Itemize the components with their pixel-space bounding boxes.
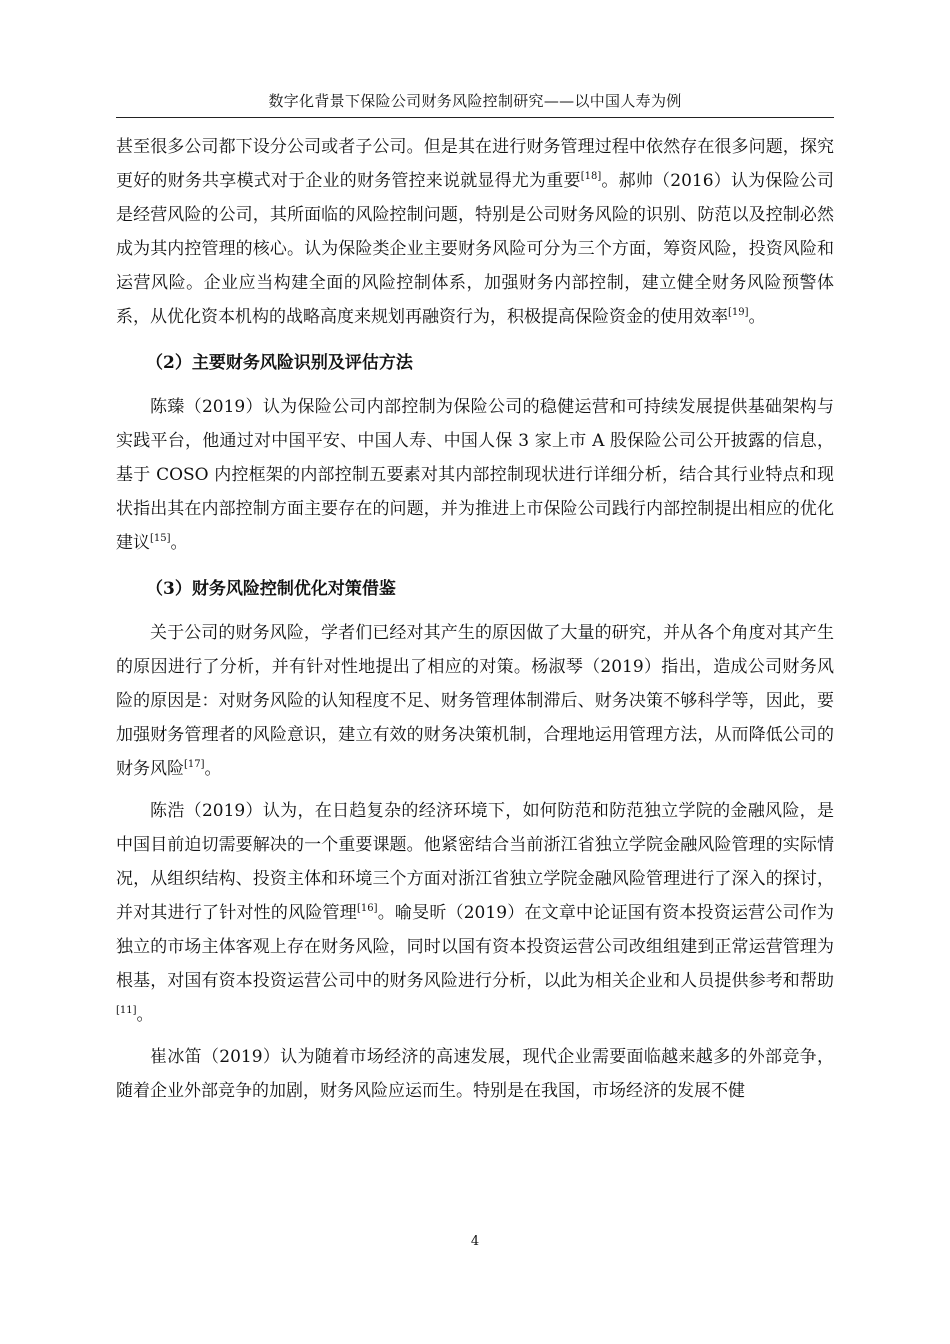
paragraph-5 [116,1040,834,1108]
body-content [116,130,834,1108]
section-heading-3: （3）财务风险控制优化对策借鉴 [146,579,396,599]
paragraph-3 [116,616,834,786]
citation: [15] [150,533,171,544]
section-heading-2: （2）主要财务风险识别及评估方法 [146,353,413,373]
paragraph-text: 关于公司的财务风险，学者们已经对其产生的原因做了大量的研究，并从各个角度对其产生的原因进行了分析，并有针对性地提出了相应的对策。杨淑琴（2019）指出，造成公司财务风险的原因是：对财务风险的认知程度不足、财务管理体制滞后、财务决策不够科学等，因此，要加强财务管理者的风险意识，建立有效的财务决策机制，合理地运用管理方法，从而降低公司的财务风险 [116,623,834,779]
paragraph-text: 甚至很多公司都下设分公司或者子公司。但是其在进行财务管理过程中依然存在很多问题，探究更好的财务共享模式对于企业的财务管控来说就显得尤为重要 [116,137,834,191]
citation: [17] [184,759,205,770]
paragraph-4 [116,794,834,1032]
citation: [18] [580,171,602,182]
paragraph-text: 陈浩（2019）认为，在日趋复杂的经济环境下，如何防范和防范独立学院的金融风险，是中国目前迫切需要解决的一个重要课题。他紧密结合当前浙江省独立学院金融风险管理的实际情况，从组织结构、投资主体和环境三个方面对浙江省独立学院金融风险管理进行了深入的探讨，并对其进行了针对性的风险管理 [116,801,834,923]
citation: [11] [116,1005,137,1016]
paragraph-text: 。郝帅（2016）认为保险公司是经营风险的公司，其所面临的风险控制问题，特别是公司财务风险的识别、防范以及控制必然成为其内控管理的核心。认为保险类企业主要财务风险可分为三个方面，筹资风险，投资风险和运营风险。企业应当构建全面的风险控制体系，加强财务内部控制，建立健全财务风险预警体系，从优化资本机构的战略高度来规划再融资行为，积极提高保险资金的使用效率 [116,171,835,327]
paragraph-text: 。喻旻昕（2019）在文章中论证国有资本投资运营公司作为独立的市场主体客观上存在财务风险，同时以国有资本投资运营公司改组组建到正常运营管理为根基，对国有资本投资运营公司中的财务风险进行分析，以此为相关企业和人员提供参考和帮助 [116,903,835,991]
paragraph-text: 。 [204,759,222,779]
header-divider [116,117,834,118]
paragraph-text: 陈臻（2019）认为保险公司内部控制为保险公司的稳健运营和可持续发展提供基础架构与实践平台，他通过对中国平安、中国人寿、中国人保 3 家上市 A 股保险公司公开披露的信息，基于 COSO 内控框架的内部控制五要素对其内部控制现状进行详细分析，结合其行业特点和现状指出其在内部控制方面主要存在的问题，并为推进上市保险公司践行内部控制提出相应的优化建议 [116,397,834,553]
paragraph-text: 。 [170,533,188,553]
citation: [16] [356,903,378,914]
paragraph-2 [116,390,834,560]
paragraph-text: 。 [748,307,766,327]
citation: [19] [728,307,749,318]
page-number: 4 [470,1234,480,1249]
paragraph-text: 。 [136,1005,154,1025]
paragraph-text: 崔冰笛（2019）认为随着市场经济的高速发展，现代企业需要面临越来越多的外部竞争，随着企业外部竞争的加剧，财务风险应运而生。特别是在我国，市场经济的发展不健 [116,1047,834,1101]
paragraph-1 [116,130,834,334]
running-header: 数字化背景下保险公司财务风险控制研究——以中国人寿为例 [268,92,682,110]
